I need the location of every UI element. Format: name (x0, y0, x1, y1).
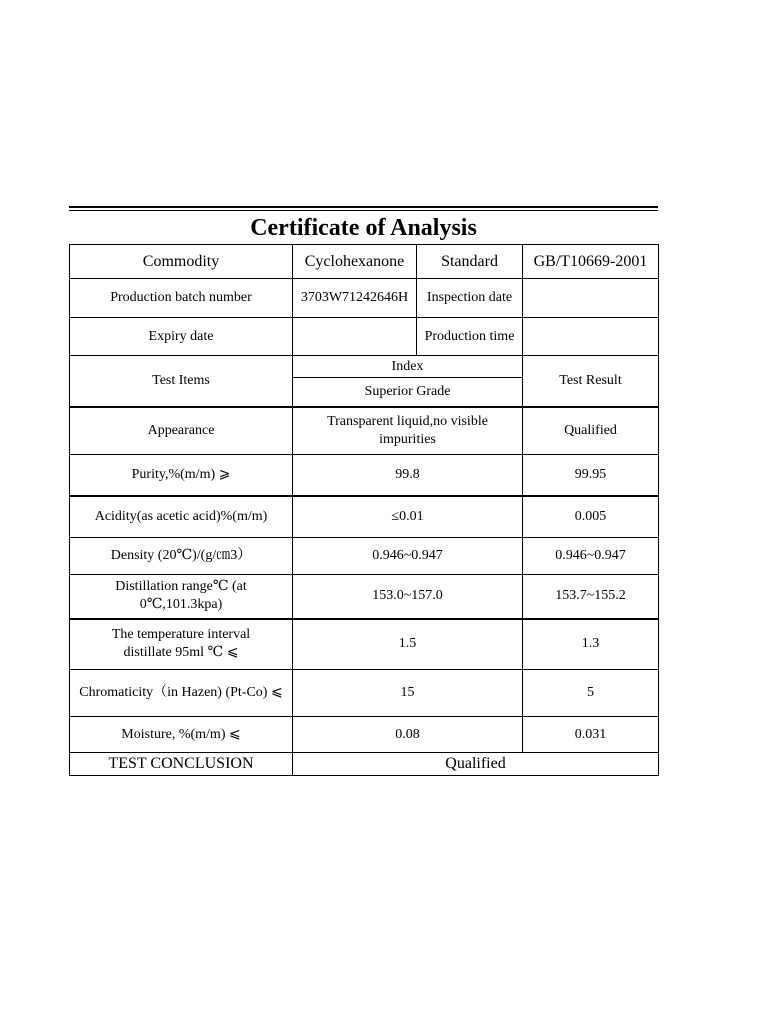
expiry-date-value (293, 318, 417, 356)
grade-header: Superior Grade (293, 378, 523, 407)
commodity-value: Cyclohexanone (293, 245, 417, 279)
expiry-date-label: Expiry date (70, 318, 293, 356)
test-result: 0.031 (523, 717, 659, 753)
index-value: 0.08 (293, 717, 523, 753)
test-item: Appearance (70, 407, 293, 455)
conclusion-label: TEST CONCLUSION (70, 753, 293, 776)
production-time-label: Production time (417, 318, 523, 356)
test-result: 99.95 (523, 455, 659, 496)
index-value: 99.8 (293, 455, 523, 496)
analysis-table (69, 244, 659, 776)
table-row (70, 356, 659, 378)
top-rule-thick (69, 206, 658, 208)
conclusion-value: Qualified (293, 753, 659, 776)
index-value: 15 (293, 670, 523, 717)
batch-value: 3703W71242646H (293, 279, 417, 318)
inspection-date-value (523, 279, 659, 318)
production-time-value (523, 318, 659, 356)
index-value: 0.946~0.947 (293, 538, 523, 575)
standard-value: GB/T10669-2001 (523, 245, 659, 279)
table-row (70, 245, 659, 279)
document-title: Certificate of Analysis (250, 215, 477, 241)
index-value: Transparent liquid,no visible impurities (293, 407, 523, 455)
index-value: 1.5 (293, 619, 523, 670)
inspection-date-label: Inspection date (417, 279, 523, 318)
test-result: 0.005 (523, 496, 659, 538)
table-row (70, 455, 659, 496)
test-item: Moisture, %(m/m) ⩽ (70, 717, 293, 753)
table-row (70, 279, 659, 318)
table-row (70, 619, 659, 670)
test-result: 1.3 (523, 619, 659, 670)
table-row (70, 538, 659, 575)
test-result: 153.7~155.2 (523, 575, 659, 619)
table-row (70, 496, 659, 538)
batch-label: Production batch number (70, 279, 293, 318)
table-row (70, 318, 659, 356)
test-item: Purity,%(m/m) ⩾ (70, 455, 293, 496)
test-result: 0.946~0.947 (523, 538, 659, 575)
test-item: The temperature interval distillate 95ml ℃ ⩽ (70, 619, 293, 670)
table-row (70, 670, 659, 717)
table-row (70, 717, 659, 753)
index-value: 153.0~157.0 (293, 575, 523, 619)
standard-label: Standard (417, 245, 523, 279)
test-result: 5 (523, 670, 659, 717)
test-item: Distillation range℃ (at 0℃,101.3kpa) (70, 575, 293, 619)
test-result-header: Test Result (523, 356, 659, 407)
test-items-header: Test Items (70, 356, 293, 407)
index-value: ≤0.01 (293, 496, 523, 538)
test-item: Chromaticity（in Hazen) (Pt-Co) ⩽ (70, 670, 293, 717)
commodity-label: Commodity (70, 245, 293, 279)
table-row (70, 407, 659, 455)
top-rule-thin (69, 210, 658, 211)
table-row (70, 575, 659, 619)
table-row (70, 753, 659, 776)
test-item: Acidity(as acetic acid)%(m/m) (70, 496, 293, 538)
test-result: Qualified (523, 407, 659, 455)
index-header: Index (293, 356, 523, 378)
test-item: Density (20℃)/(g/㎝3） (70, 538, 293, 575)
